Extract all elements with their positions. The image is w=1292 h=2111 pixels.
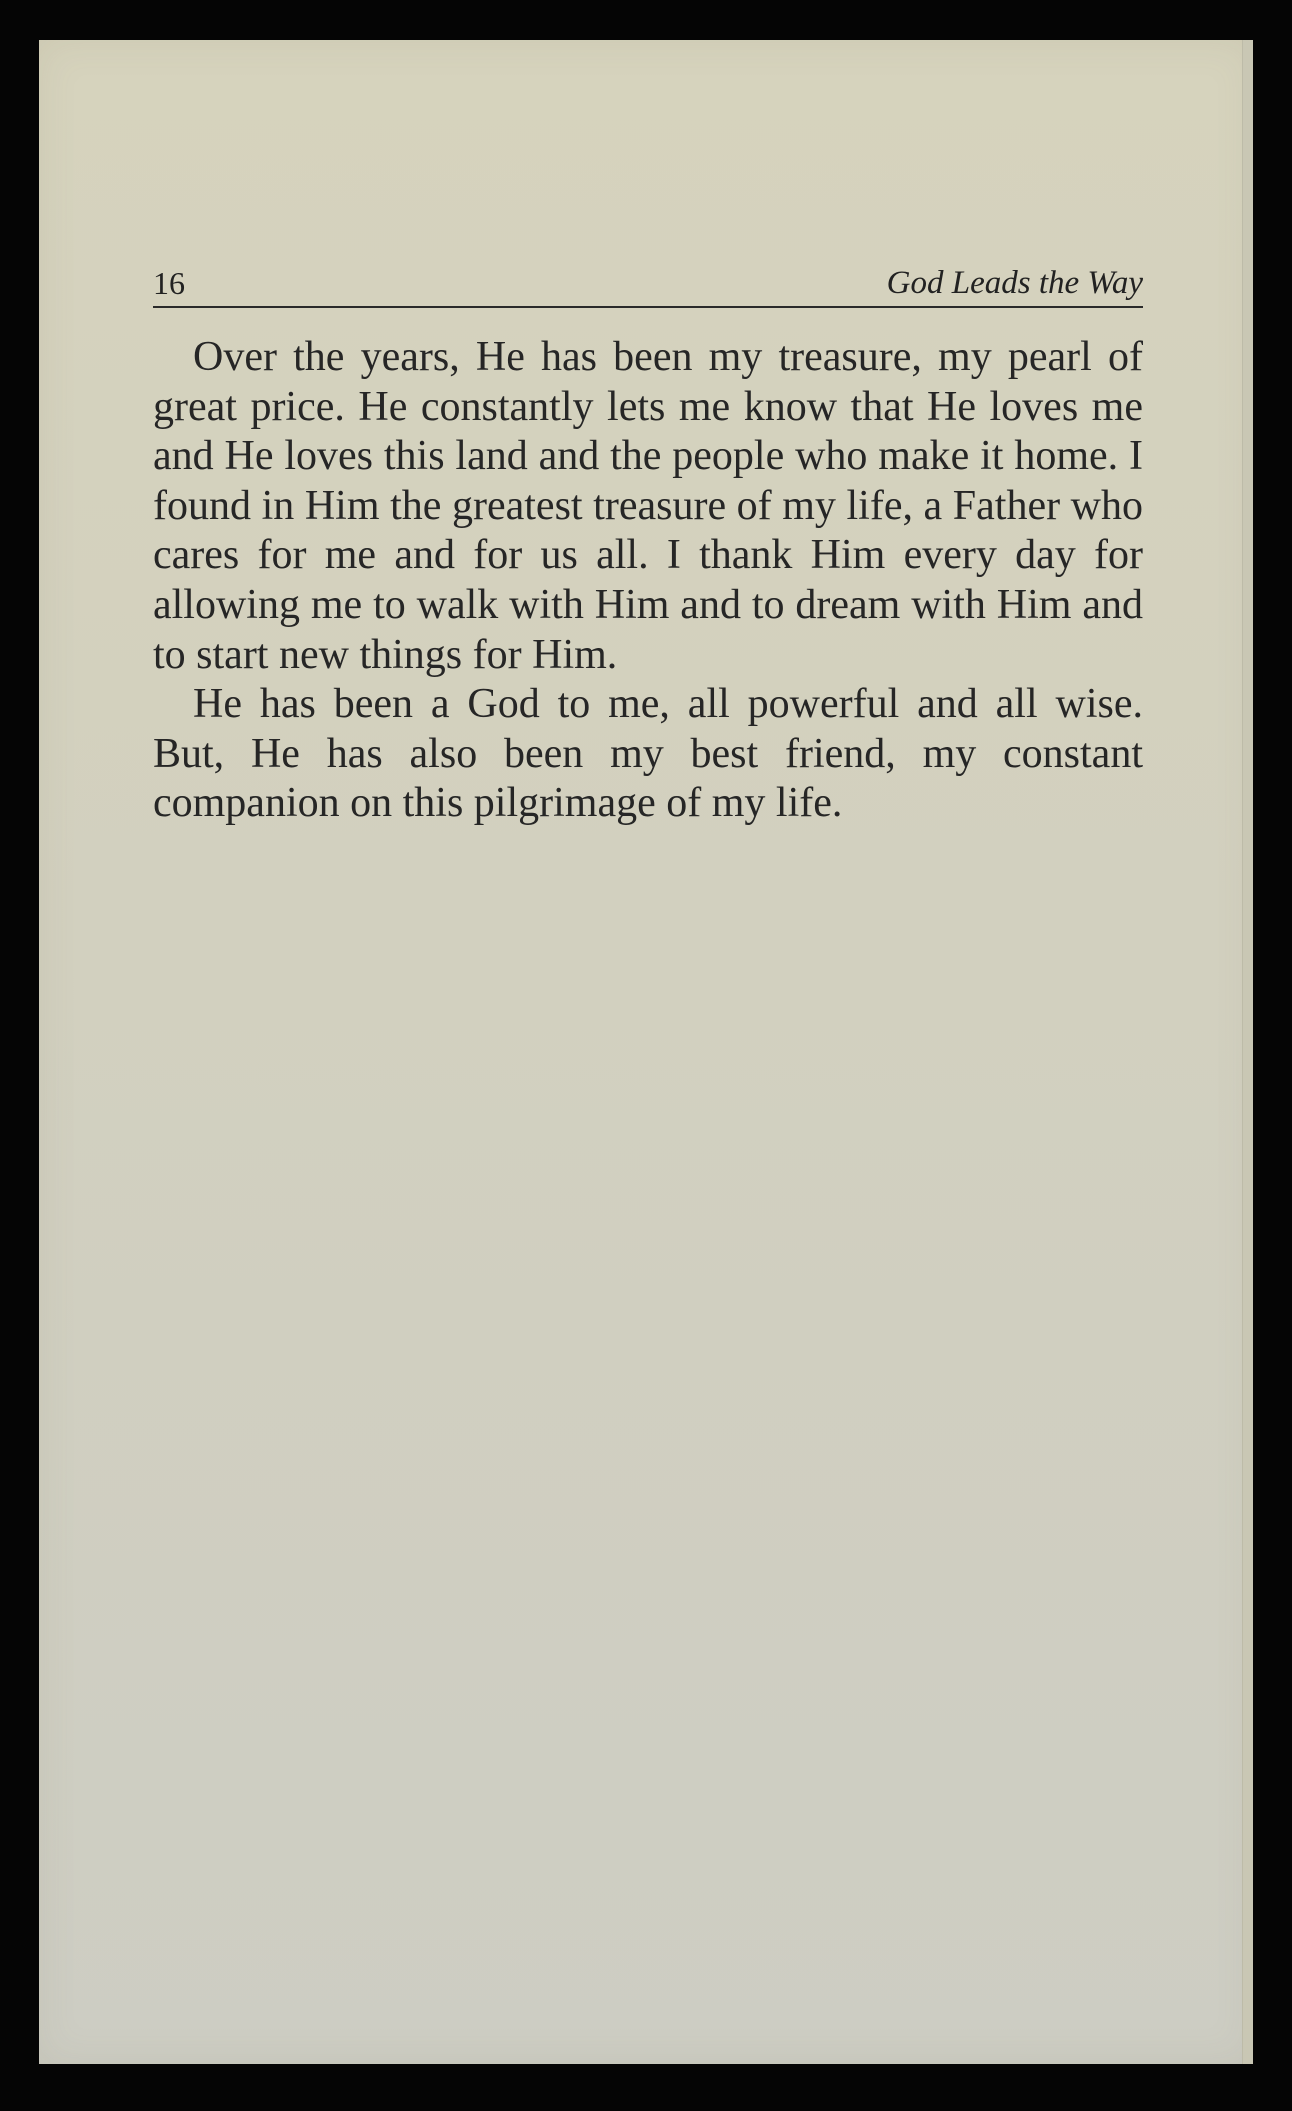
- body-text: [153, 333, 1143, 829]
- running-header: [153, 220, 1143, 308]
- running-title: God Leads the Way: [886, 265, 1143, 301]
- book-page: [39, 40, 1253, 2064]
- page-number: 16: [153, 265, 185, 301]
- paragraph: He has been a God to me, all powerful and all wise. But, He has also been my best friend, my constant companion on this pilgrimage of my life.: [153, 681, 1143, 827]
- paragraph: Over the years, He has been my treasure, my pearl of great price. He constantly lets me know that He loves me and He loves this land and the people who make it home. I found in Him the greatest treasure of my life, a Father who cares for me and for us all. I thank Him every day for allowing me to walk with Him and to dream with Him and to start new things for Him.: [153, 334, 1143, 678]
- page-edge-strip: [1242, 40, 1253, 2064]
